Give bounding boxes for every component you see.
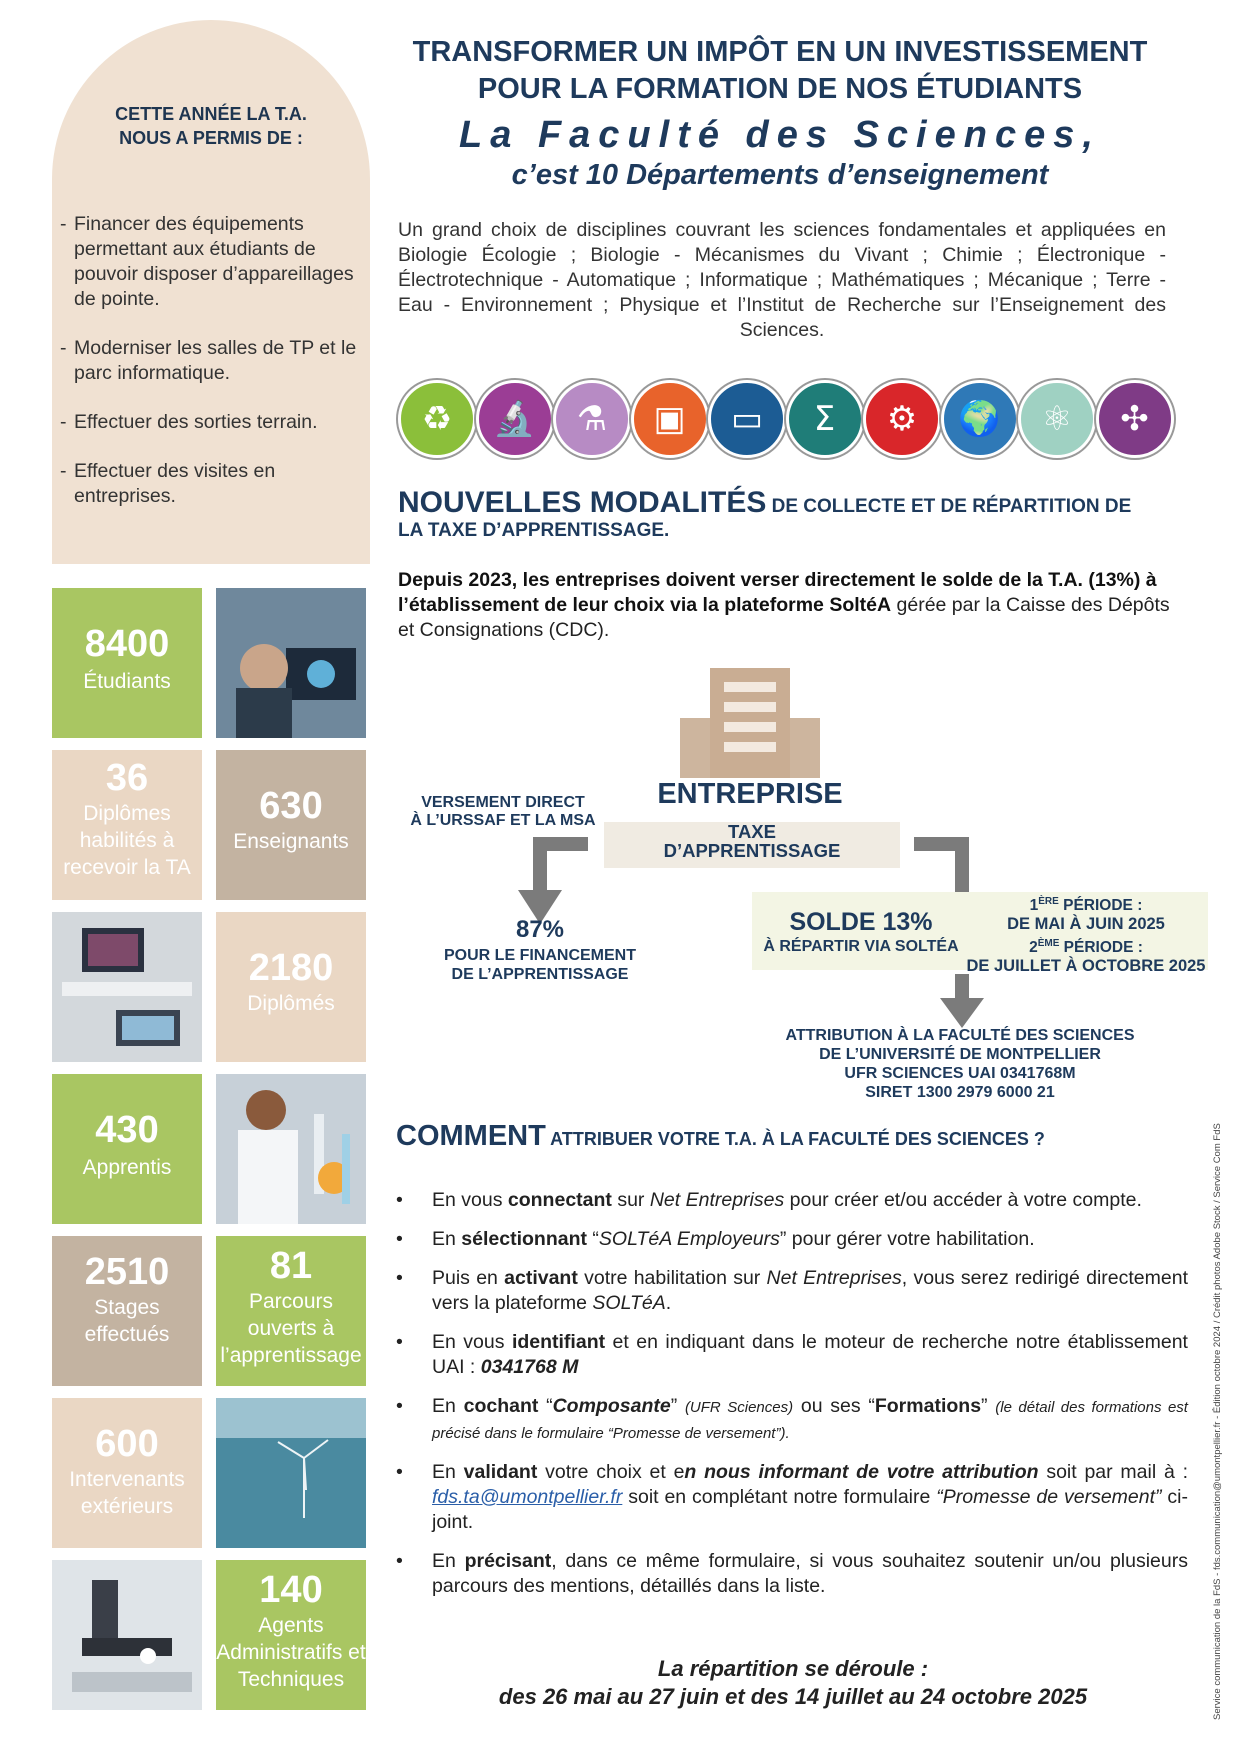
modalites-big: NOUVELLES MODALITÉS [398, 486, 767, 519]
main-title-line2: POUR LA FORMATION DE NOS ÉTUDIANTS [477, 73, 1083, 105]
stat-label: Étudiants [83, 670, 171, 693]
period-2-title: 2ÈME PÉRIODE : [1029, 938, 1143, 957]
photo-lab [216, 1074, 366, 1224]
wind-turbine-photo-icon [216, 1398, 366, 1548]
sigma-icon-glyph: Σ [813, 399, 836, 439]
list-item: - Financer des équipements permettant aux étudiants de pouvoir disposer d’appareillages de pointe. [60, 212, 360, 312]
credit-text: Service communication de la FdS - fds.communication@umontpellier.fr - Édition octobre 2024 / Crédit photos Adobe Stock / Service Com FdS [1212, 1123, 1223, 1720]
credit-vertical [1212, 1000, 1226, 1720]
stat-label: Apprentis [82, 1156, 172, 1179]
taxe-line1: TAXE [728, 821, 776, 842]
comment-heading [396, 1120, 1186, 1153]
department-icons-row [398, 380, 1168, 460]
microscope-icon-glyph: 🔬 [493, 399, 536, 439]
chip-icon-glyph: ▣ [653, 399, 686, 439]
monitor-icon-glyph: ▭ [730, 399, 764, 439]
arrow-down-head [940, 998, 984, 1028]
pct87-label [430, 946, 650, 984]
flask-icon [553, 380, 631, 458]
ecology-icon-glyph: ♻ [421, 399, 453, 439]
stat-tile-stages [52, 1236, 202, 1386]
solde-label: À RÉPARTIR VIA SOLTÉA [763, 938, 959, 955]
repartition-dates: des 26 mai au 27 juin et des 14 juillet au 24 octobre 2025 [498, 1684, 1088, 1709]
attrib-line1: ATTRIBUTION À LA FACULTÉ DES SCIENCES [785, 1027, 1135, 1044]
faculty-subtitle: c’est 10 Départements d’enseignement [511, 159, 1049, 191]
atom-icon-glyph: ⚛ [1041, 399, 1073, 439]
lab-photo-icon [216, 1074, 366, 1224]
taxe-line2: D’APPRENTISSAGE [663, 840, 841, 861]
list-item: • En vous identifiant et en indiquant dans le moteur de recherche notre établissement UAI : 0341768 M [392, 1330, 1188, 1380]
gears-icon-glyph: ⚙ [886, 399, 918, 439]
stat-tile-diplomes-habilites [52, 750, 202, 900]
arrow-right [914, 844, 962, 894]
arch-title [70, 102, 352, 150]
puzzle-icon [1096, 380, 1174, 458]
engineer-photo-icon [216, 588, 366, 738]
comment-big: COMMENT [396, 1120, 546, 1152]
depuis-paragraph [398, 568, 1178, 643]
email-link[interactable]: fds.ta@umontpellier.fr [432, 1486, 623, 1508]
intro-paragraph: Un grand choix de disciplines couvrant les sciences fondamentales et appliquées en Biologie Écologie ; Biologie - Mécanismes du Vivant ; Chimie ; Électronique - Électrotechnique - Automatique ; Informatique ; Mathématiques ; Mécanique ; Terre - Eau - Environnement ; Physique et l’Institut de Recherche sur l’Enseignement des Sciences. [398, 219, 1166, 341]
stat-label: Stages effectués [84, 1296, 170, 1346]
achievements-list [60, 212, 360, 533]
stat-number: 36 [105, 757, 149, 799]
stat-tile-apprentis [52, 1074, 202, 1224]
stat-number: 2510 [84, 1251, 170, 1293]
ecology-icon [398, 380, 476, 458]
pct87-value: 87% [515, 916, 565, 943]
steps-list [392, 1188, 1188, 1613]
period-2-dates: DE JUILLET À OCTOBRE 2025 [966, 957, 1206, 976]
modalites-heading [398, 486, 1178, 542]
main-title-line1: TRANSFORMER UN IMPÔT EN UN INVESTISSEMENT [412, 36, 1148, 68]
photo-engineer [216, 588, 366, 738]
attrib-line4: SIRET 1300 2979 6000 21 [865, 1084, 1055, 1101]
main-title [380, 34, 1180, 108]
stat-tile-intervenants [52, 1398, 202, 1548]
stat-label: Diplômés [247, 992, 335, 1015]
list-item: • En cochant “Composante” (UFR Sciences) ou ses “Formations” (le détail des formations est précisé dans le formulaire “Promesse de versement”). [392, 1394, 1188, 1446]
stat-label: Diplômes habilités à recevoir la TA [63, 802, 191, 879]
pct87-line2: DE L’APPRENTISSAGE [451, 966, 629, 983]
stat-label: Intervenants extérieurs [69, 1468, 185, 1518]
depuis-bold: Depuis 2023, les entreprises doivent verser directement le solde de la T.A. (13%) à l’établissement de leur choix via la plateforme SoltéA [398, 569, 1157, 616]
flask-icon-glyph: ⚗ [576, 399, 608, 439]
atom-icon [1018, 380, 1096, 458]
stat-label: Agents Administratifs et Techniques [216, 1614, 366, 1691]
stat-tile-agents [216, 1560, 366, 1710]
arch-title-line1: CETTE ANNÉE LA T.A. [115, 104, 307, 124]
period-1-title: 1ÈRE PÉRIODE : [1029, 896, 1143, 915]
chip-icon [631, 380, 709, 458]
building-icon [680, 668, 820, 778]
list-item: • Puis en activant votre habilitation sur Net Entreprises, vous serez redirigé directement vers la plateforme SOLTéA. [392, 1266, 1188, 1316]
periods [966, 892, 1206, 976]
arch-title-line2: NOUS A PERMIS DE : [119, 128, 303, 148]
puzzle-icon-glyph: ✣ [1120, 399, 1149, 439]
repartition-title: La répartition se déroule : [657, 1656, 929, 1681]
list-item: • En vous connectant sur Net Entreprises pour créer et/ou accéder à votre compte. [392, 1188, 1188, 1213]
stat-tile-etudiants [52, 588, 202, 738]
stat-label: Parcours ouverts à l’apprentissage [220, 1290, 362, 1367]
stat-tile-parcours [216, 1236, 366, 1386]
arrow-left [540, 844, 588, 892]
faculty-title: La Faculté des Sciences, [459, 114, 1101, 156]
comment-small: ATTRIBUER VOTRE T.A. À LA FACULTÉ DES SCIENCES ? [545, 1129, 1045, 1149]
globe-icon-glyph: 🌍 [958, 399, 1001, 439]
stat-number: 8400 [84, 623, 170, 665]
list-item: • En précisant, dans ce même formulaire, si vous souhaitez soutenir un/ou plusieurs parcours des mentions, détaillés dans la liste. [392, 1549, 1188, 1599]
modalites-small1: DE COLLECTE ET DE RÉPARTITION DE [766, 496, 1132, 517]
versement-line1: VERSEMENT DIRECT [421, 794, 585, 811]
stat-number: 140 [259, 1569, 323, 1611]
period-1-dates: DE MAI À JUIN 2025 [1007, 915, 1165, 934]
stat-number: 81 [269, 1245, 313, 1287]
photo-wind-turbines [216, 1398, 366, 1548]
photo-microscope [52, 1560, 202, 1710]
stat-label: Enseignants [233, 830, 349, 853]
attrib-line2: DE L’UNIVERSITÉ DE MONTPELLIER [819, 1046, 1101, 1063]
stat-tile-diplomes [216, 912, 366, 1062]
microscope-icon [476, 380, 554, 458]
stat-number: 630 [259, 785, 323, 827]
list-item: • En validant votre choix et en nous informant de votre attribution soit par mail à : fds.ta@umontpellier.fr soit en complétant notre formulaire “Promesse de versement” ci-joint. [392, 1460, 1188, 1535]
stat-number: 2180 [248, 947, 334, 989]
stat-number: 600 [95, 1423, 159, 1465]
solde-value: SOLDE 13% [789, 908, 933, 936]
list-item: - Effectuer des visites en entreprises. [60, 459, 360, 509]
attrib-line3: UFR SCIENCES UAI 0341768M [844, 1065, 1076, 1082]
globe-icon [941, 380, 1019, 458]
stat-number: 430 [95, 1109, 159, 1151]
sigma-icon [786, 380, 864, 458]
stat-tile-enseignants [216, 750, 366, 900]
list-item: - Effectuer des sorties terrain. [60, 410, 360, 435]
versement-label [398, 794, 608, 830]
depuis-normal: gérée par la Caisse des Dépôts et Consignations (CDC). [398, 594, 1170, 641]
modalites-small2: LA TAXE D’APPRENTISSAGE. [398, 520, 670, 541]
entreprise-label: ENTREPRISE [657, 778, 843, 810]
monitor-icon [708, 380, 786, 458]
list-item: • En sélectionnant “SOLTéA Employeurs” pour gérer votre habilitation. [392, 1227, 1188, 1252]
photo-medical-equipment [52, 912, 202, 1062]
gears-icon [863, 380, 941, 458]
attribution-block [780, 1026, 1140, 1102]
list-item: - Moderniser les salles de TP et le parc informatique. [60, 336, 360, 386]
versement-line2: À L’URSSAF ET LA MSA [410, 812, 596, 829]
pct87-line1: POUR LE FINANCEMENT [444, 947, 636, 964]
microscope-photo-icon [52, 1560, 202, 1710]
medical-equipment-photo-icon [52, 912, 202, 1062]
